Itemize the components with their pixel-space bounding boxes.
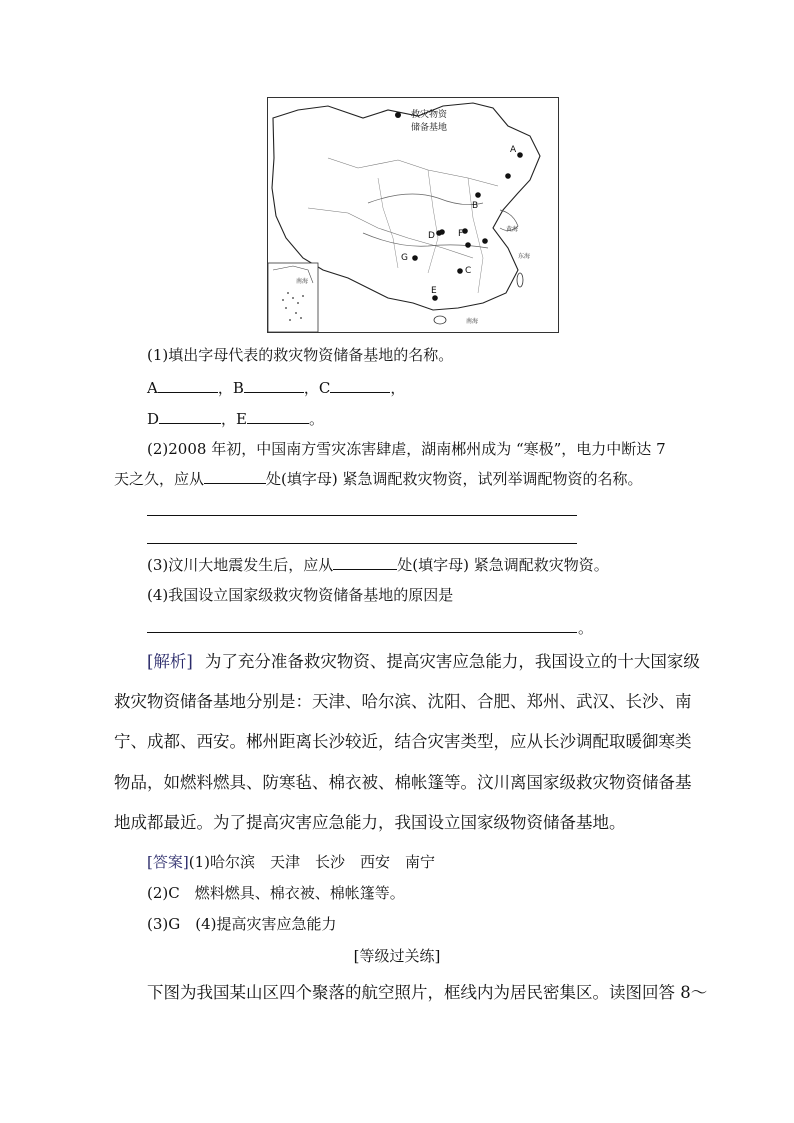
analysis-line-1 (147, 652, 700, 672)
analysis-line-2: 救灾物资储备基地分别是：天津、哈尔滨、沈阳、合肥、郑州、武汉、长沙、南 (114, 692, 692, 711)
answer-line-3: (3)G (4)提高灾害应急能力 (147, 915, 337, 933)
section-title: [等级过关练] (353, 947, 441, 965)
analysis-text-1: 为了充分准备救灾物资、提高灾害应急能力，我国设立的十大国家级 (204, 652, 700, 671)
q2-answer-line-2[interactable] (147, 543, 577, 544)
q1-blank-d[interactable] (159, 409, 221, 424)
analysis-line-4: 物品，如燃料燃具、防寒毡、棉衣被、棉帐篷等。汶川离国家级救灾物资储备基 (114, 773, 692, 792)
point-label-b: B (472, 201, 479, 211)
point-label-a: A (510, 145, 517, 155)
q1-sep: ， (390, 379, 406, 397)
q1-end: 。 (308, 410, 324, 428)
legend-line-1: 救灾物资 (411, 110, 448, 120)
sea-label-yellow: 黄海 (506, 226, 519, 233)
q2-line1: (2)2008 年初，中国南方雪灾冻害肆虐，湖南郴州成为 “寒极”，电力中断达 7 (147, 440, 666, 458)
q2-text-b: 处(填字母) 紧急调配救灾物资，试列举调配物资的名称。 (266, 470, 643, 488)
point-label-d: D (428, 231, 435, 241)
q1-label-d: D (147, 410, 160, 428)
q1-row1 (147, 378, 405, 398)
q1-prompt: (1)填出字母代表的救灾物资储备基地的名称。 (147, 346, 454, 364)
analysis-line-3: 宁、成都、西安。郴州距离长沙较近，结合灾害类型，应从长沙调配取暖御寒类 (114, 732, 692, 751)
q3 (147, 555, 609, 575)
analysis-tag: [解析] (147, 652, 193, 671)
sea-label-inset: 南海 (296, 278, 309, 285)
answer-tag: [答案] (147, 853, 189, 871)
answer-text-1: (1)哈尔滨 天津 长沙 西安 南宁 (188, 853, 435, 871)
q3-text-b: 处(填字母) 紧急调配救灾物资。 (397, 556, 609, 574)
q1-label-b: ，B (217, 379, 244, 397)
china-map-outline (268, 98, 558, 332)
q1-row2 (147, 409, 324, 429)
q3-text-a: (3)汶川大地震发生后，应从 (147, 556, 334, 574)
sea-label-south: 南海 (466, 318, 479, 325)
analysis-line-5: 地成都最近。为了提高灾害应急能力，我国设立国家级物资储备基地。 (114, 813, 626, 832)
q2-blank[interactable] (204, 469, 266, 484)
q4-answer-line[interactable] (147, 632, 577, 633)
point-label-g: G (401, 253, 408, 263)
legend-line-2: 储备基地 (411, 123, 448, 133)
q4-prompt: (4)我国设立国家级救灾物资储备基地的原因是 (147, 586, 454, 604)
china-map-figure (267, 97, 559, 333)
answer-line-2: (2)C 燃料燃具、棉衣被、棉帐篷等。 (147, 884, 405, 902)
point-label-e: E (431, 286, 437, 296)
q1-blank-a[interactable] (158, 378, 218, 393)
q1-blank-e[interactable] (247, 409, 309, 424)
q2-line2 (114, 469, 643, 489)
q1-label-a: A (147, 379, 158, 397)
q4-end: 。 (578, 619, 594, 637)
q1-label-c: ，C (303, 379, 331, 397)
point-label-f: F (458, 229, 464, 239)
point-label-c: C (465, 266, 472, 276)
q2-text-a: 天之久，应从 (114, 470, 205, 488)
q3-blank[interactable] (333, 555, 397, 570)
sea-label-east: 东海 (518, 253, 531, 260)
q1-blank-c[interactable] (330, 378, 390, 393)
q1-label-e: ，E (221, 410, 247, 428)
q1-blank-b[interactable] (244, 378, 304, 393)
q2-answer-line-1[interactable] (147, 515, 577, 516)
intro-line: 下图为我国某山区四个聚落的航空照片，框线内为居民密集区。读图回答 8～ (147, 983, 708, 1002)
answer-line-1 (147, 852, 435, 872)
